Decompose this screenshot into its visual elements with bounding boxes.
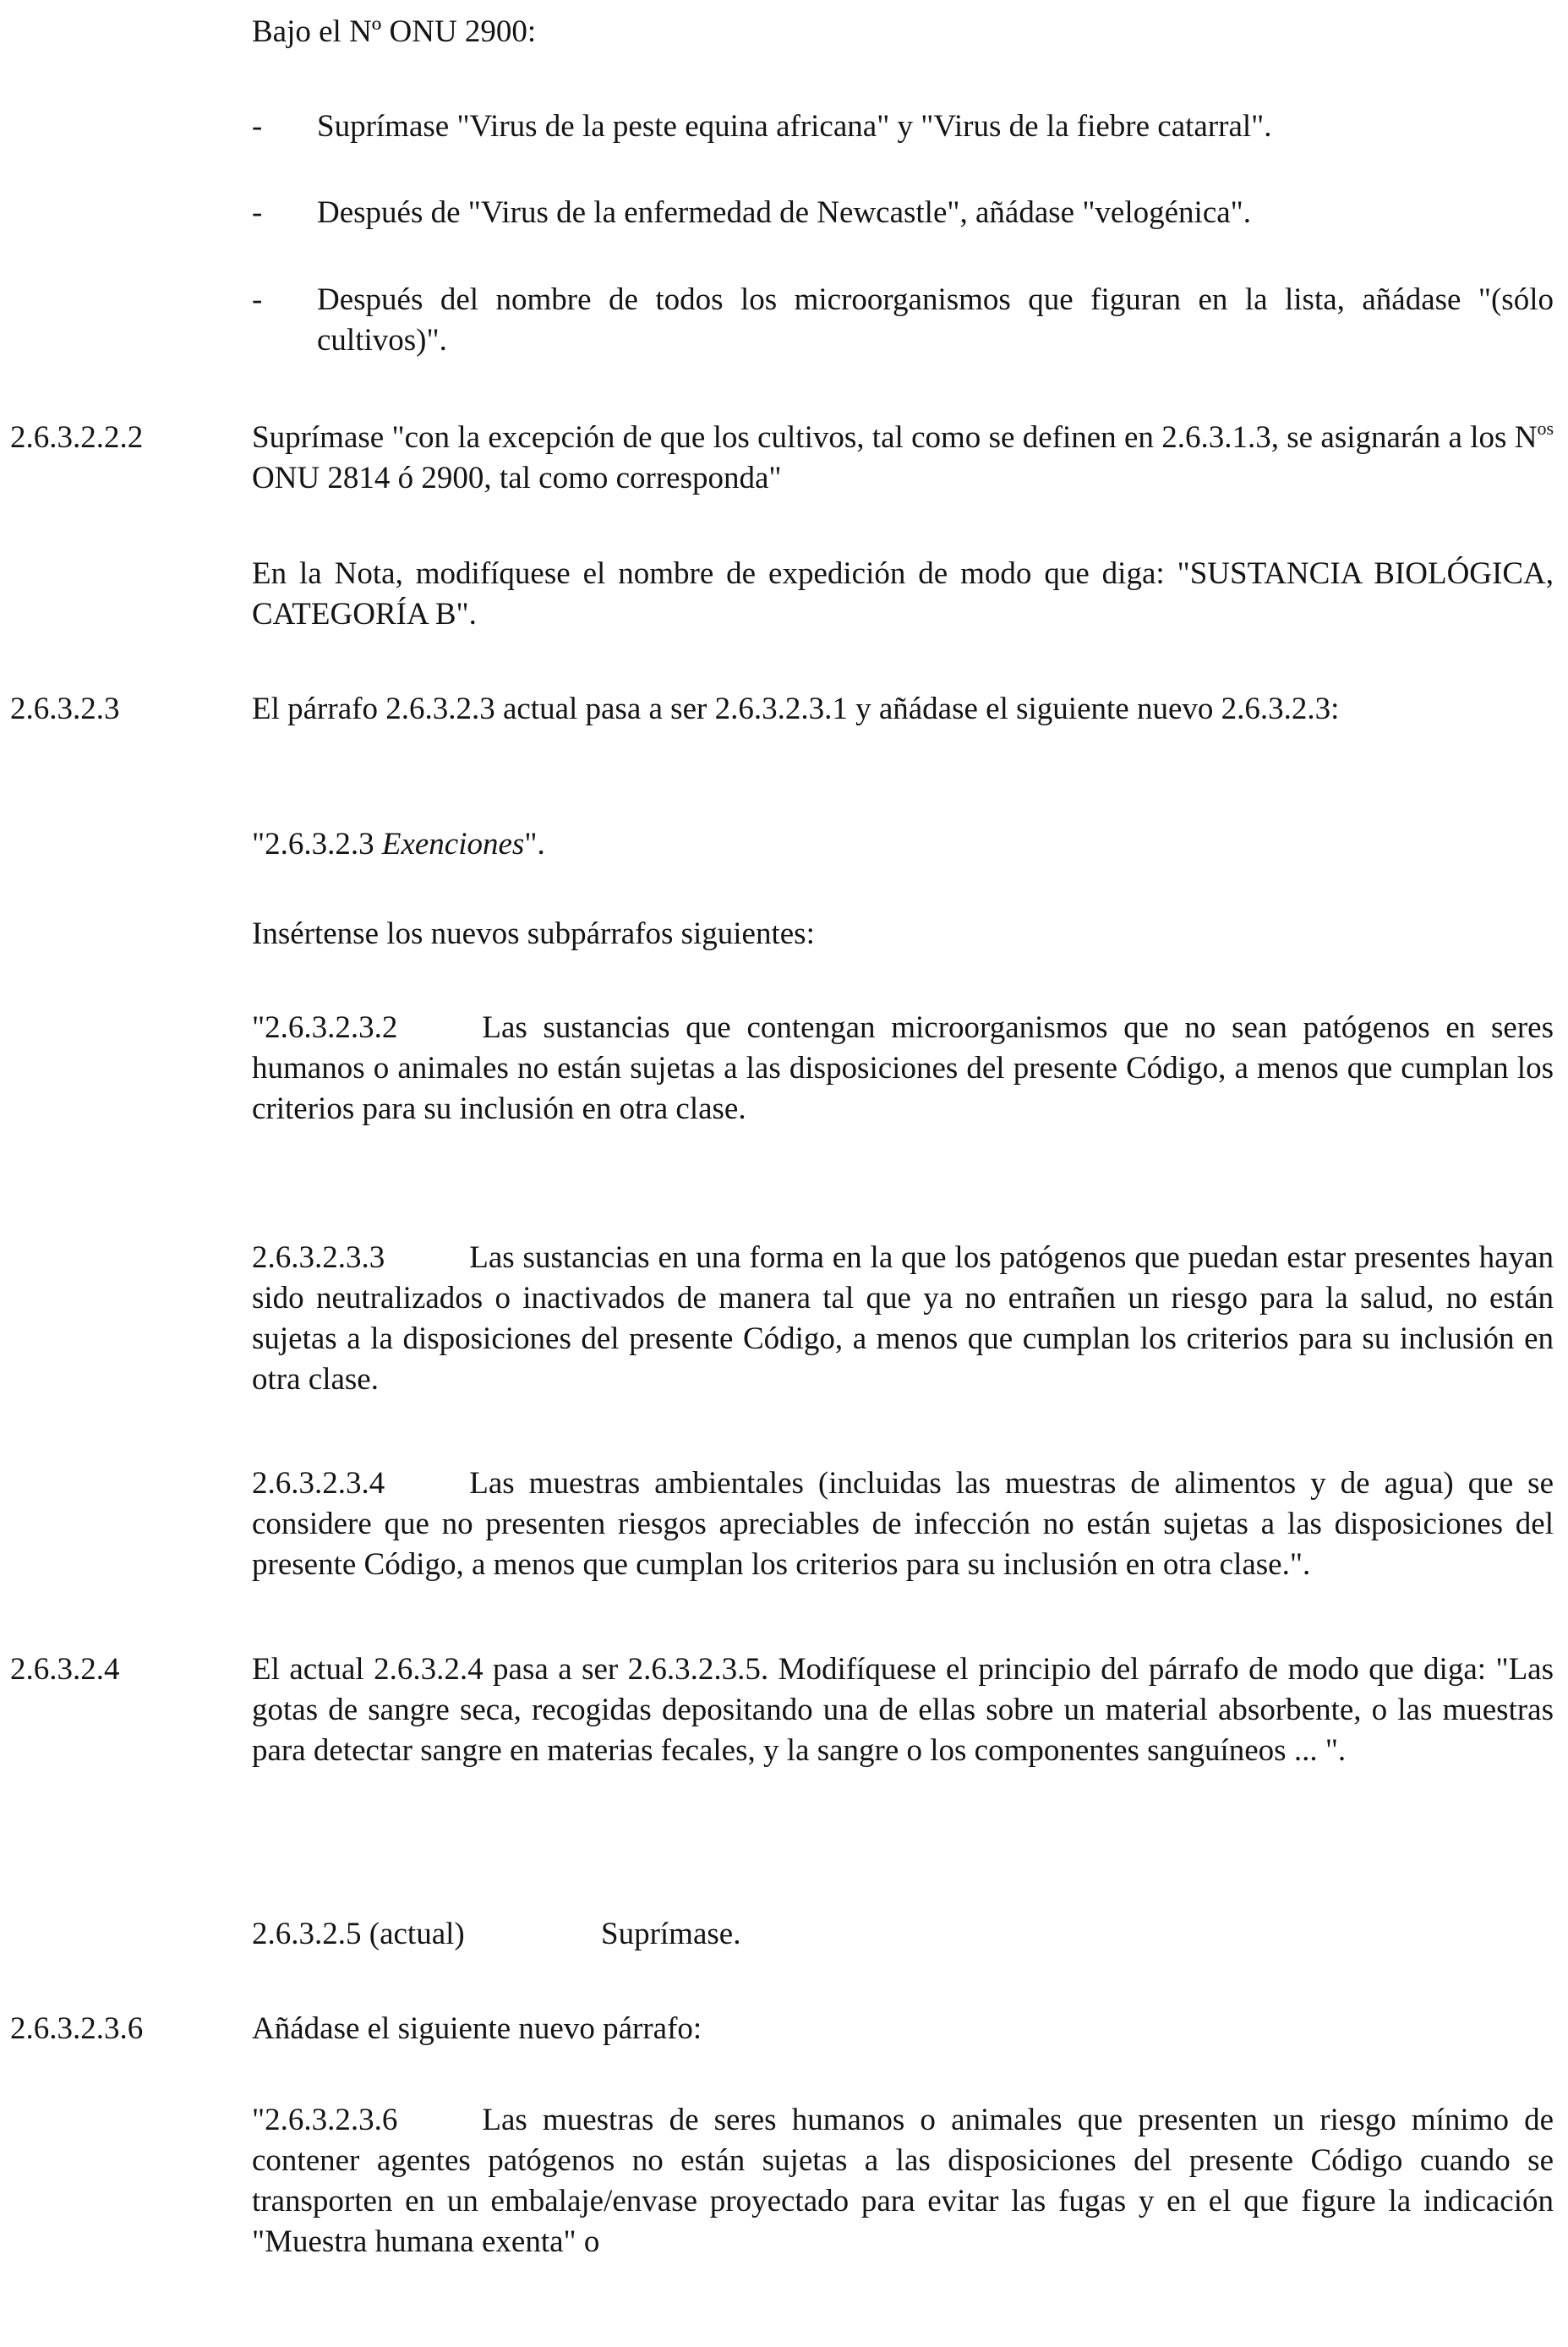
section-number: 2.6.3.2.3.6 [10, 2011, 144, 2046]
section-number: 2.6.3.2.2.2 [10, 420, 144, 455]
subparagraph-text: Las muestras de seres humanos o animales que presenten un riesgo mínimo de contener agentes patógenos no están sujetas a las disposiciones del presente Código cuando se transporten en un embalaje/envase proyectado para evitar las fugas y en el que figure la indicación "Muestra humana exenta" o [252, 2103, 1554, 2259]
superscript: os [1537, 418, 1554, 439]
paragraph: El párrafo 2.6.3.2.3 actual pasa a ser 2.6.3.2.3.1 y añádase el siguiente nuevo 2.6.3.2.3: [252, 692, 1340, 726]
paragraph-text: ONU 2814 ó 2900, tal como corresponda" [252, 461, 782, 495]
bullet-dash: - [252, 195, 263, 230]
subparagraph-text: Las sustancias en una forma en la que los patógenos que puedan estar presentes hayan sido neutralizados o inactivados de manera tal que ya no entrañen un riesgo para la salud, no están sujetas a la disposiciones del presente Código, a menos que cumplan los criterios para su inclusión en otra clase. [252, 1240, 1554, 1397]
subparagraph-text: Las sustancias que contengan microorganismos que no sean patógenos en seres humanos o animales no están sujetas a las disposiciones del presente Código, a menos que cumplan los criterios para su inclusión en otra clase. [252, 1010, 1554, 1126]
paragraph [252, 824, 1554, 865]
subparagraph-number: "2.6.3.2.3.2 [252, 1010, 398, 1045]
bullet-item: Suprímase "Virus de la peste equina africana" y "Virus de la fiebre catarral". [317, 109, 1272, 144]
paragraph-text: 2.6.3.2.5 (actual) [252, 1917, 465, 1951]
paragraph-text: ". [524, 827, 545, 862]
paragraph: Añádase el siguiente nuevo párrafo: [252, 2011, 702, 2046]
subparagraph [252, 1463, 1554, 1585]
section-number: 2.6.3.2.3 [10, 692, 120, 726]
subparagraph [252, 1238, 1554, 1400]
paragraph-text: Suprímase. [601, 1917, 741, 1951]
subparagraph-number: 2.6.3.2.3.3 [252, 1240, 385, 1275]
paragraph-text: "2.6.3.2.3 [252, 827, 382, 862]
paragraph: Insértense los nuevos subpárrafos siguientes: [252, 916, 815, 951]
paragraph: El actual 2.6.3.2.4 pasa a ser 2.6.3.2.3.5. Modifíquese el principio del párrafo de modo que diga: "Las gotas de sangre seca, recogidas depositando una de ellas sobre un material absorbente, o las muestras para detectar sangre en materias fecales, y la sangre o los componentes sanguíneos ... ". [252, 1652, 1554, 1768]
bullet-dash: - [252, 109, 263, 144]
bullet-item: Después del nombre de todos los microorganismos que figuran en la lista, añádase "(sólo cultivos)". [317, 282, 1554, 358]
italic-heading: Exenciones [381, 827, 525, 862]
bullet-dash: - [252, 282, 263, 317]
paragraph: En la Nota, modifíquese el nombre de expedición de modo que diga: "SUSTANCIA BIOLÓGICA, CATEGORÍA B". [252, 556, 1554, 632]
subparagraph [252, 1008, 1554, 1130]
intro-line: Bajo el Nº ONU 2900: [252, 14, 537, 49]
paragraph [252, 1914, 1554, 1955]
paragraph-text: Suprímase "con la excepción de que los cultivos, tal como se definen en 2.6.3.1.3, se asignarán a los N [252, 420, 1538, 455]
subparagraph-text: Las muestras ambientales (incluidas las muestras de alimentos y de agua) que se considere que no presenten riesgos apreciables de infección no están sujetas a las disposiciones del presente Código, a menos que cumplan los criterios para su inclusión en otra clase.". [252, 1466, 1554, 1582]
subparagraph-number: "2.6.3.2.3.6 [252, 2103, 398, 2137]
paragraph [252, 418, 1554, 499]
subparagraph-number: 2.6.3.2.3.4 [252, 1466, 385, 1501]
subparagraph [252, 2100, 1554, 2262]
bullet-item: Después de "Virus de la enfermedad de Newcastle", añádase "velogénica". [317, 195, 1252, 230]
section-number: 2.6.3.2.4 [10, 1652, 120, 1687]
